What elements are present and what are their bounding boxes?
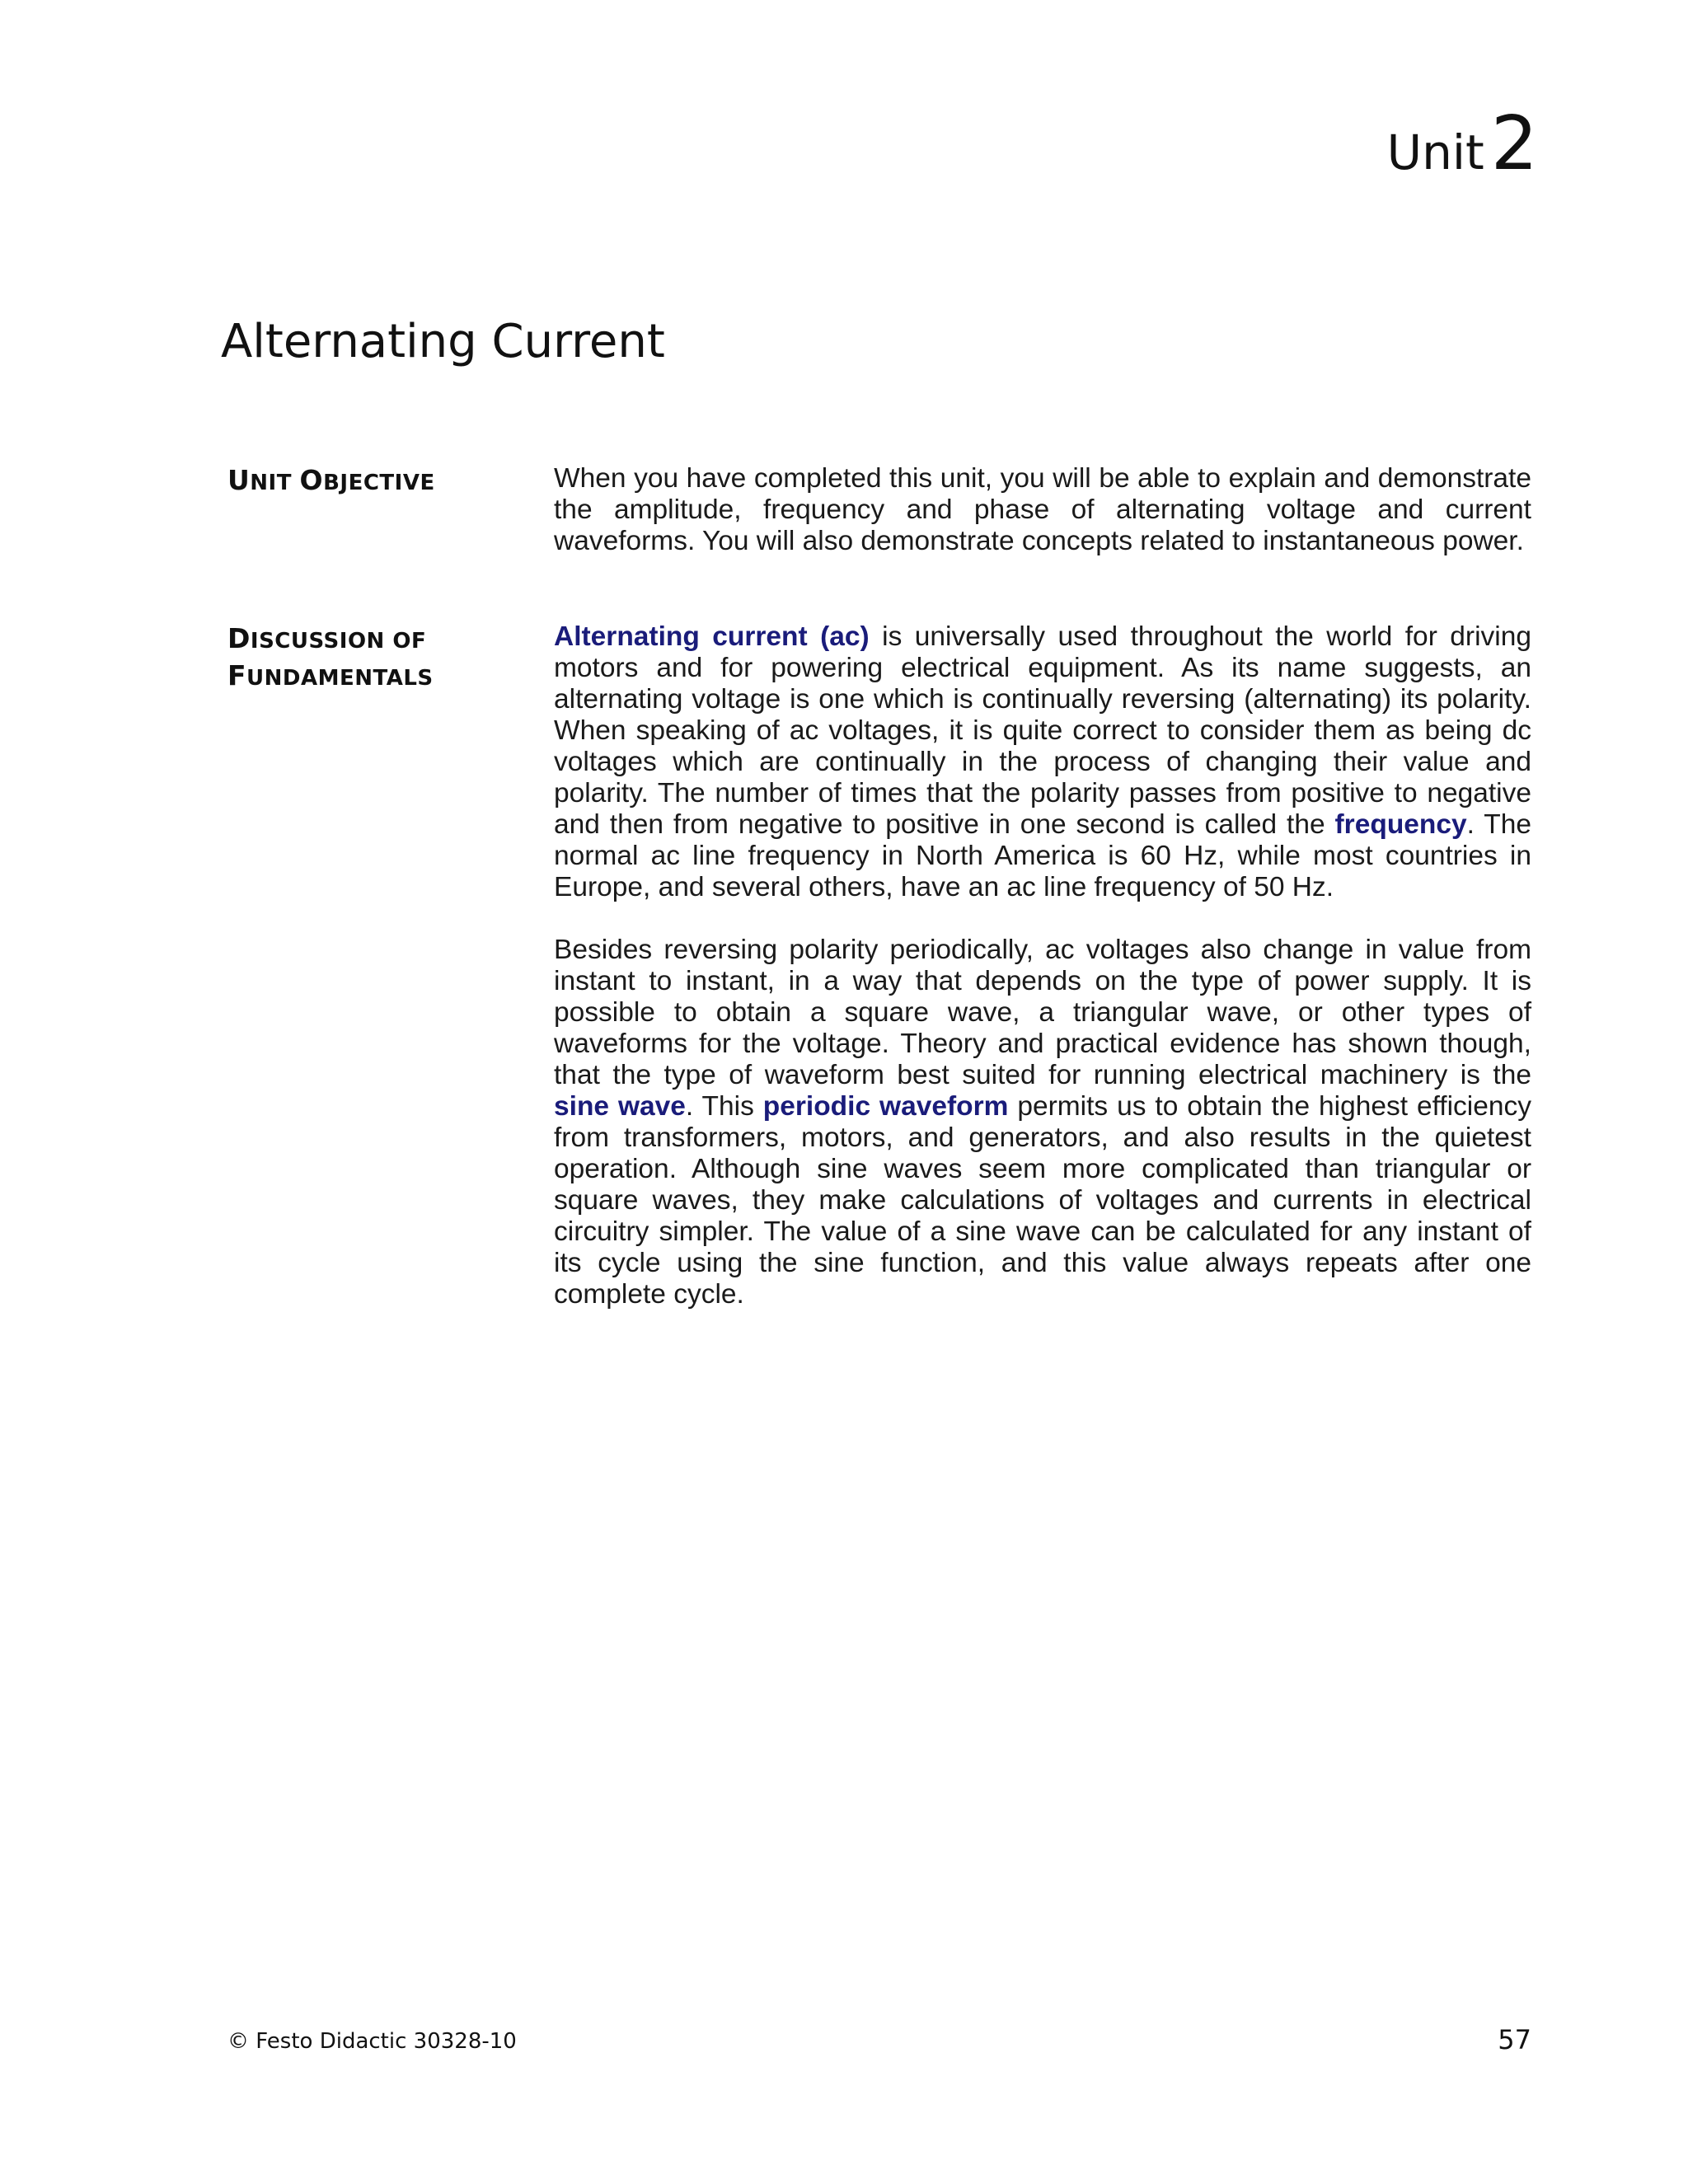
discussion-heading-line2: [227, 658, 434, 696]
discussion-heading-line1: [227, 621, 434, 658]
heading-cap: U: [227, 464, 251, 496]
unit-objective-text: [554, 463, 1531, 557]
paragraph-text: . This: [685, 1091, 763, 1122]
objective-paragraph: When you have completed this unit, you will be able to explain and demonstrate the amplitude, frequency and phase of alternating voltage and current waveforms. You will also demonstrate concepts related to instantaneous power.: [554, 463, 1531, 556]
unit-objective-heading: [227, 463, 435, 500]
term-sine-wave: sine wave: [554, 1091, 686, 1122]
heading-smallcaps: BJECTIVE: [323, 471, 435, 495]
footer-copyright: © Festo Didactic 30328-10: [227, 2029, 517, 2054]
heading-smallcaps: NIT: [250, 471, 300, 495]
unit-header: [1386, 101, 1538, 187]
discussion-heading: [227, 621, 434, 696]
discussion-paragraph-2: [554, 935, 1531, 1310]
discussion-text: [554, 621, 1531, 1310]
heading-cap: F: [227, 659, 247, 691]
unit-number: 2: [1490, 101, 1538, 187]
chapter-title: Alternating Current: [221, 315, 665, 368]
paragraph-text: permits us to obtain the highest efficiency from transformers, motors, and generators, and also results in the quietest operation. Although sine waves seem more complicated than triangular or square waves, they make calculations of voltages and currents in electrical circuitry simpler. The value of a sine wave can be calculated for any instant of its cycle using the sine function, and this value always repeats after one complete cycle.: [554, 1091, 1531, 1310]
heading-smallcaps: UNDAMENTALS: [246, 666, 434, 691]
term-alternating-current: Alternating current (ac): [554, 621, 870, 652]
discussion-paragraph-1: [554, 621, 1531, 903]
page-number: 57: [1498, 2024, 1531, 2055]
unit-label: Unit: [1386, 124, 1484, 180]
term-periodic-waveform: periodic waveform: [762, 1091, 1009, 1122]
paragraph-text: . The normal ac line frequency in North America is 60 Hz, while most countries in Europe, and several others, have an ac line frequency of 50 Hz.: [554, 809, 1531, 902]
heading-cap: D: [227, 622, 251, 654]
heading-smallcaps: ISCUSSION OF: [250, 629, 427, 654]
heading-cap: O: [299, 464, 324, 496]
term-frequency: frequency: [1334, 809, 1467, 840]
paragraph-text: Besides reversing polarity periodically, ac voltages also change in value from instant to instant, in a way that depends on the type of power supply. It is possible to obtain a square wave, a triangular wave, or other types of waveforms for the voltage. Theory and practical evidence has shown though, that the type of waveform best suited for running electrical machinery is the: [554, 935, 1531, 1090]
paragraph-text: is universally used throughout the world for driving motors and for powering electrical equipment. As its name suggests, an alternating voltage is one which is continually reversing (alternating) its polarity. When speaking of ac voltages, it is quite correct to consider them as being dc voltages which are continually in the process of changing their value and polarity. The number of times that the polarity passes from positive to negative and then from negative to positive in one second is called the: [554, 621, 1531, 840]
